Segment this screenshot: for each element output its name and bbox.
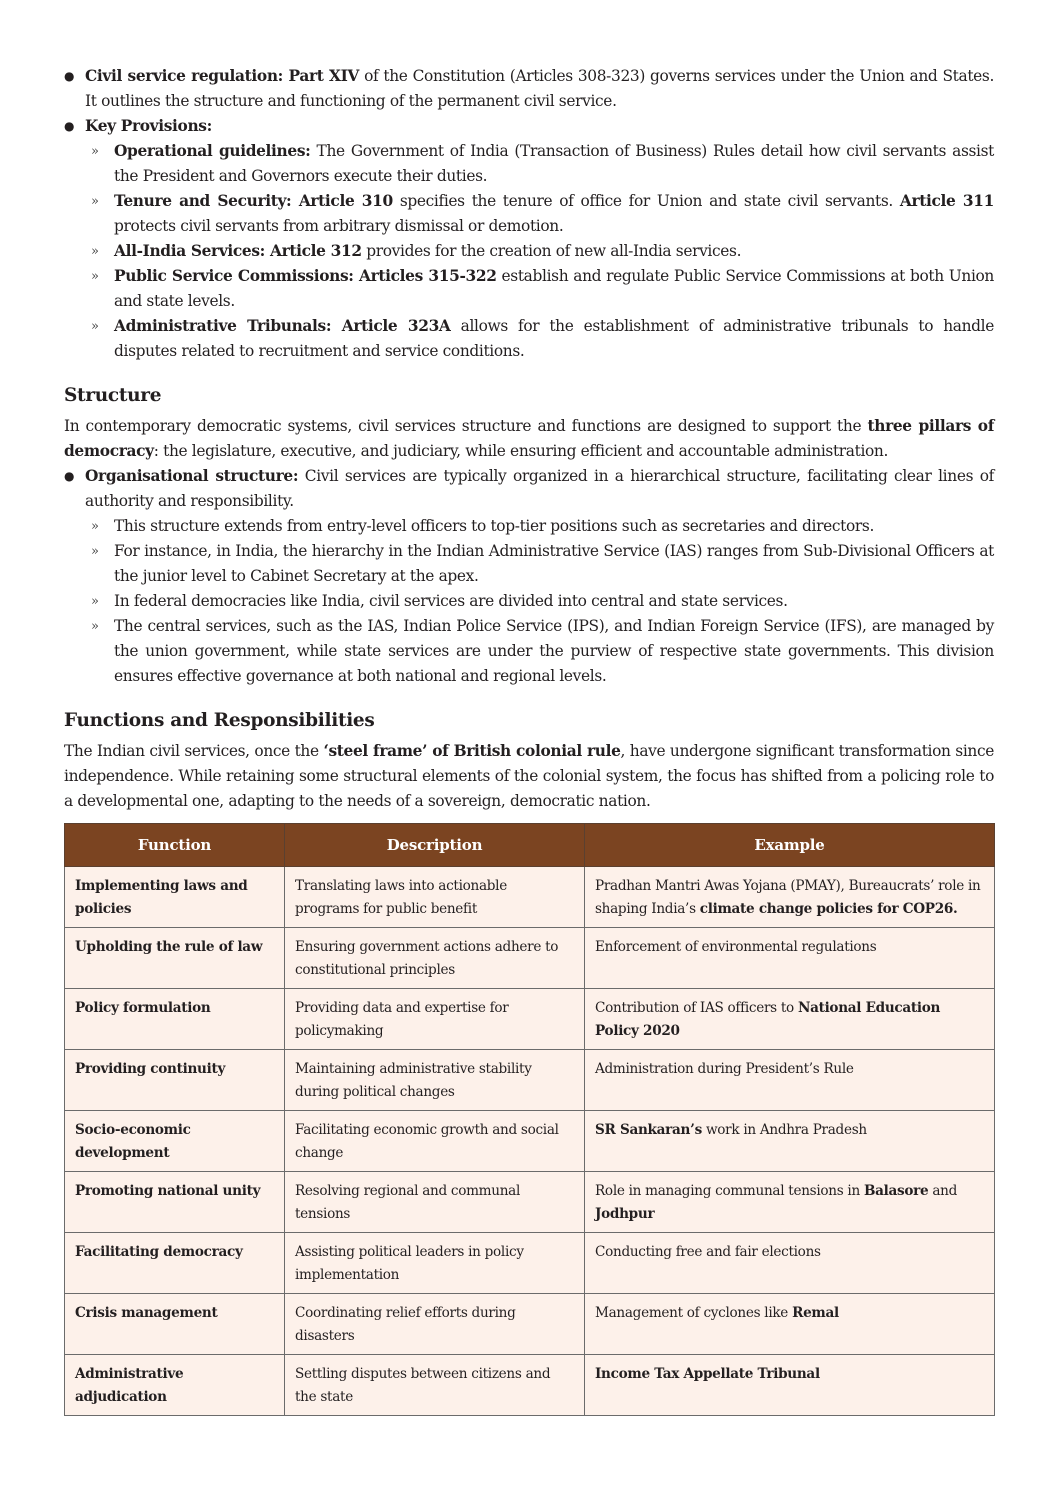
example-cell: Conducting free and fair elections — [585, 1233, 995, 1294]
function-cell: Socio-economic development — [65, 1111, 285, 1172]
description-cell: Facilitating economic growth and social change — [285, 1111, 585, 1172]
list-item: » In federal democracies like India, civil services are divided into central and state services. — [85, 589, 994, 614]
document-page — [64, 64, 994, 1416]
example-cell: Management of cyclones like Remal — [585, 1294, 995, 1355]
list-item: » The central services, such as the IAS, Indian Police Service (IPS), and Indian Foreign Service (IFS), are managed by the union government, while state services are under the purview of respective state governments. This division ensures effective governance at both national and regional levels. — [85, 614, 994, 689]
section-heading: Functions and Responsibilities — [64, 710, 375, 731]
structure-section — [64, 383, 994, 689]
description-cell: Providing data and expertise for policymaking — [285, 989, 585, 1050]
function-cell: Facilitating democracy — [65, 1233, 285, 1294]
regulation-list — [64, 64, 994, 364]
example-cell: Pradhan Mantri Awas Yojana (PMAY), Bureaucrats’ role in shaping India’s climate change policies for COP26. — [585, 867, 995, 928]
column-header: Description — [285, 824, 585, 867]
description-cell: Translating laws into actionable programs for public benefit — [285, 867, 585, 928]
functions-section — [64, 708, 994, 1416]
list-item: ● Civil service regulation: Part XIV of the Constitution (Articles 308-323) governs services under the Union and States. It outlines the structure and functioning of the permanent civil service. — [64, 64, 994, 114]
function-cell: Promoting national unity — [65, 1172, 285, 1233]
list-item: » Operational guidelines: The Government of India (Transaction of Business) Rules detail how civil servants assist the President and Governors execute their duties. — [85, 139, 994, 189]
example-cell: Enforcement of environmental regulations — [585, 928, 995, 989]
description-cell: Coordinating relief efforts during disasters — [285, 1294, 585, 1355]
functions-table — [64, 823, 995, 1416]
list-item: » Public Service Commissions: Articles 315-322 establish and regulate Public Service Commissions at both Union and state levels. — [85, 264, 994, 314]
description-cell: Resolving regional and communal tensions — [285, 1172, 585, 1233]
table-header-row — [65, 824, 995, 867]
column-header: Function — [65, 824, 285, 867]
section-heading: Structure — [64, 385, 162, 406]
table-row — [65, 867, 995, 928]
example-cell: Role in managing communal tensions in Balasore and Jodhpur — [585, 1172, 995, 1233]
table-row — [65, 1355, 995, 1416]
example-cell: Administration during President’s Rule — [585, 1050, 995, 1111]
structure-sub-list — [85, 514, 994, 689]
structure-intro: In contemporary democratic systems, civil services structure and functions are designed to support the three pillars of democracy: the legislature, executive, and judiciary, while ensuring efficient and accountable administration. — [64, 417, 994, 460]
list-item: » For instance, in India, the hierarchy in the Indian Administrative Service (IAS) ranges from Sub-Divisional Officers at the junior level to Cabinet Secretary at the apex. — [85, 539, 994, 589]
list-item: » All-India Services: Article 312 provides for the creation of new all-India services. — [85, 239, 994, 264]
example-cell: Income Tax Appellate Tribunal — [585, 1355, 995, 1416]
function-cell: Implementing laws and policies — [65, 867, 285, 928]
list-item: » This structure extends from entry-level officers to top-tier positions such as secretaries and directors. — [85, 514, 994, 539]
functions-intro: The Indian civil services, once the ‘steel frame’ of British colonial rule, have undergone significant transformation since independence. While retaining some structural elements of the colonial system, the focus has shifted from a policing role to a developmental one, adapting to the needs of a sovereign, democratic nation. — [64, 742, 994, 810]
function-cell: Upholding the rule of law — [65, 928, 285, 989]
description-cell: Ensuring government actions adhere to constitutional principles — [285, 928, 585, 989]
description-cell: Settling disputes between citizens and the state — [285, 1355, 585, 1416]
function-cell: Providing continuity — [65, 1050, 285, 1111]
table-row — [65, 1233, 995, 1294]
function-cell: Crisis management — [65, 1294, 285, 1355]
description-cell: Assisting political leaders in policy implementation — [285, 1233, 585, 1294]
table-row — [65, 928, 995, 989]
structure-list — [64, 464, 994, 689]
function-cell: Policy formulation — [65, 989, 285, 1050]
table-row — [65, 1294, 995, 1355]
list-item: ● Organisational structure: Civil services are typically organized in a hierarchical structure, facilitating clear lines of authority and responsibility. » This structure extends from entry-level officers to top-tier positions such as secretaries and directors. » For instance, in India, the hierarchy in the Indian Administrative Service (IAS) ranges from Sub-Divisional Officers at the junior level to Cabinet Secretary at the apex. » In federal democracies like India, civil services are divided into central and state services. » The central services, such as the IAS, Indian Police Service (IPS), and Indian Foreign Service (IFS), are managed by the union government, while state services are under the purview of respective state governments. This division ensures effective governance at both national and regional levels. — [64, 464, 994, 689]
table-row — [65, 1050, 995, 1111]
table-row — [65, 989, 995, 1050]
example-cell: Contribution of IAS officers to National Education Policy 2020 — [585, 989, 995, 1050]
function-cell: Administrative adjudication — [65, 1355, 285, 1416]
example-cell: SR Sankaran’s work in Andhra Pradesh — [585, 1111, 995, 1172]
list-item: » Tenure and Security: Article 310 specifies the tenure of office for Union and state civil servants. Article 311 protects civil servants from arbitrary dismissal or demotion. — [85, 189, 994, 239]
description-cell: Maintaining administrative stability during political changes — [285, 1050, 585, 1111]
provisions-list — [85, 139, 994, 364]
table-row — [65, 1111, 995, 1172]
table-row — [65, 1172, 995, 1233]
column-header: Example — [585, 824, 995, 867]
list-item: ● Key Provisions: » Operational guidelines: The Government of India (Transaction of Business) Rules detail how civil servants assist the President and Governors execute their duties. » Tenure and Security: Article 310 specifies the tenure of office for Union and state civil servants. Article 311 protects civil servants from arbitrary dismissal or demotion. » All-India Services: Article 312 provides for the creation of new all-India services. » Public Service Commissions: Articles 315-322 establish and regulate Public Service Commissions at both Union and state levels. » Administrative Tribunals: Article 323A allows for the establishment of administrative tribunals to handle disputes related to recruitment and service conditions. — [64, 114, 994, 364]
list-item: » Administrative Tribunals: Article 323A allows for the establishment of administrative tribunals to handle disputes related to recruitment and service conditions. — [85, 314, 994, 364]
